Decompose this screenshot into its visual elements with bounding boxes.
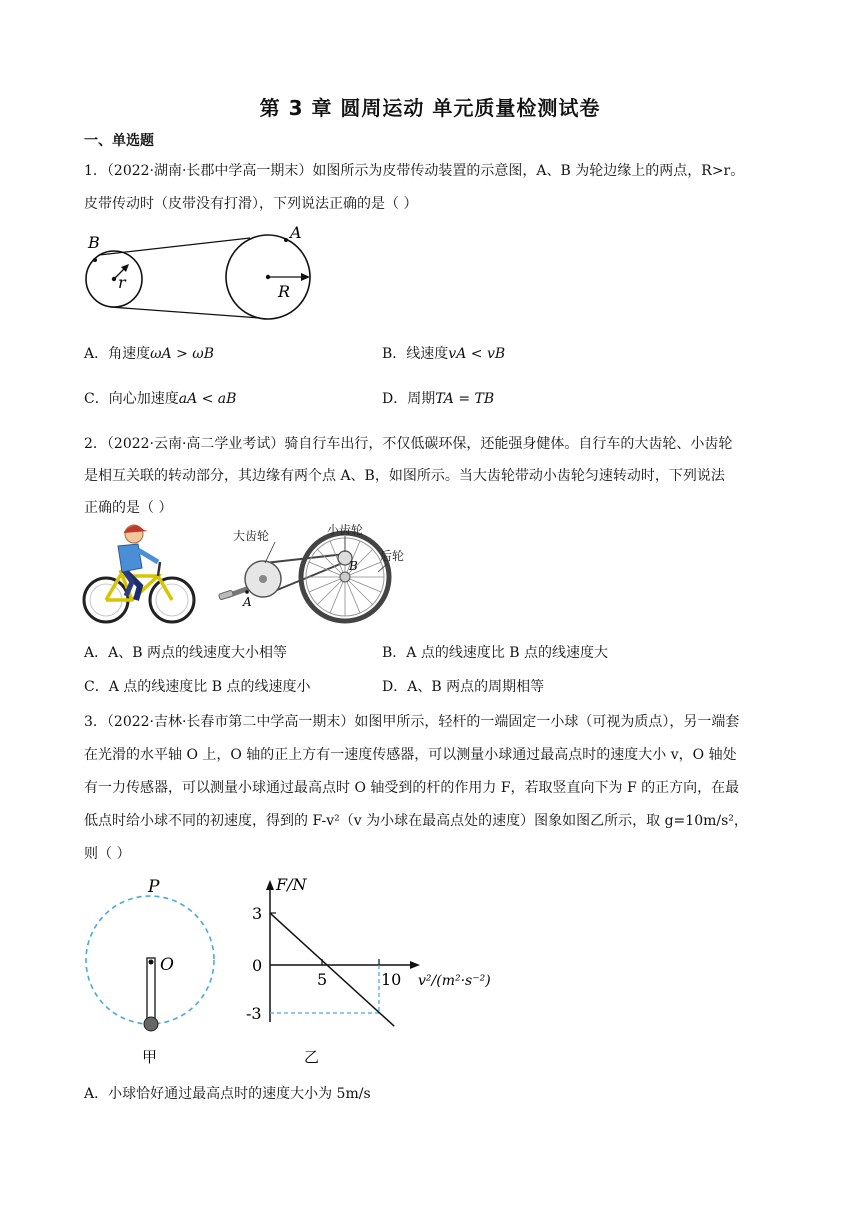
q2-text-line-1: 2．（2022·云南·高二学业考试）骑自行车出行，不仅低碳环保，还能强身健体。自行车的大齿轮、小齿轮	[84, 436, 733, 452]
q1-option-b-formula: vA < vB	[448, 346, 506, 362]
page-title: 第 3 章 圆周运动 单元质量检测试卷	[259, 96, 601, 120]
label-p: P	[148, 877, 160, 897]
caption-jia: 甲	[142, 1048, 158, 1066]
q1-option-b[interactable]: B．线速度vA < vB	[382, 346, 506, 362]
q2-option-c[interactable]: C．A 点的线速度比 B 点的线速度小	[84, 679, 311, 695]
label-rear-wheel: 后轮	[380, 549, 405, 563]
q2-text-line-2: 是相互关联的转动部分，其边缘有两个点 A、B，如图所示。当大齿轮带动小齿轮匀速转动时，下列说法	[84, 468, 725, 484]
label-o: O	[160, 955, 174, 975]
q1-option-d-formula: TA = TB	[435, 391, 495, 407]
q1-text-line-2: 皮带传动时（皮带没有打滑），下列说法正确的是（ ）	[84, 196, 418, 212]
x-axis-label: v²/(m²·s⁻²)	[418, 973, 491, 989]
tick-label-y-0: 0	[252, 956, 263, 975]
q3-text-line-2: 在光滑的水平轴 O 上，O 轴的正上方有一速度传感器，可以测量小球通过最高点时的速度大小 v，O 轴处	[84, 747, 737, 763]
tick-label-x-5: 5	[317, 970, 328, 989]
label-big-r: R	[278, 282, 291, 301]
q3-text-line-1: 3．（2022·吉林·长春市第二中学高一期末）如图甲所示，轻杆的一端固定一小球（可视为质点），另一端套	[84, 714, 740, 730]
point-b-dot	[93, 258, 97, 262]
tick-label-y-3: 3	[252, 904, 263, 923]
label-a: A	[290, 223, 302, 242]
ball	[144, 1017, 158, 1031]
label-big-gear: 大齿轮	[233, 529, 270, 543]
label-small-gear: 小齿轮	[327, 523, 364, 537]
q3-text-line-3: 有一力传感器，可以测量小球通过最高点时 O 轴受到的杆的作用力 F，若取竖直向下为 F 的正方向，在最	[84, 780, 740, 796]
q1-option-a-formula: ωA > ωB	[150, 346, 214, 362]
q1-option-a[interactable]: A．角速度ωA > ωB	[84, 346, 214, 362]
belt-drive-figure	[80, 222, 320, 326]
q1-text-line-1: 1．（2022·湖南·长郡中学高一期末）如图所示为皮带传动装置的示意图，A、B 为轮边缘上的两点，R>r。	[84, 163, 745, 179]
q3-text-line-4: 低点时给小球不同的初速度，得到的 F-v²（v 为小球在最高点处的速度）图象如图乙所示，取 g=10m/s²，	[84, 813, 748, 829]
gear-diagram	[215, 520, 415, 628]
caption-yi: 乙	[304, 1048, 320, 1066]
light-rod	[147, 958, 155, 1022]
rider-cap	[124, 525, 148, 533]
series-line	[270, 913, 394, 1026]
q2-option-a[interactable]: A．A、B 两点的线速度大小相等	[84, 645, 287, 661]
q2-option-d[interactable]: D．A、B 两点的周期相等	[382, 679, 545, 695]
tick-label-y-neg3: -3	[246, 1004, 262, 1023]
q1-option-d[interactable]: D．周期TA = TB	[382, 391, 495, 407]
q2-text-line-3: 正确的是（ ）	[84, 500, 173, 516]
label-point-a: A	[243, 595, 252, 609]
rod-ball-figure	[80, 872, 230, 1067]
point-a-dot	[284, 238, 288, 242]
label-b: B	[88, 233, 100, 252]
tick-label-x-10: 10	[381, 970, 402, 989]
pivot-o	[149, 960, 154, 965]
q2-option-b[interactable]: B．A 点的线速度比 B 点的线速度大	[382, 645, 609, 661]
y-axis-label: F/N	[276, 875, 307, 894]
section-heading: 一、单选题	[84, 133, 154, 149]
belt-top	[99, 238, 250, 255]
rider-torso	[118, 544, 142, 572]
force-velocity-chart	[240, 872, 520, 1067]
q3-text-line-5: 则（ ）	[84, 846, 131, 862]
cyclist-illustration	[80, 520, 198, 628]
q1-option-c-formula: aA < aB	[178, 391, 237, 407]
q1-option-c[interactable]: C．向心加速度aA < aB	[84, 391, 237, 407]
belt-bottom	[110, 307, 260, 318]
label-r: r	[118, 273, 126, 292]
q3-option-a[interactable]: A．小球恰好通过最高点时的速度大小为 5m/s	[84, 1086, 371, 1102]
label-point-b: B	[349, 559, 358, 573]
